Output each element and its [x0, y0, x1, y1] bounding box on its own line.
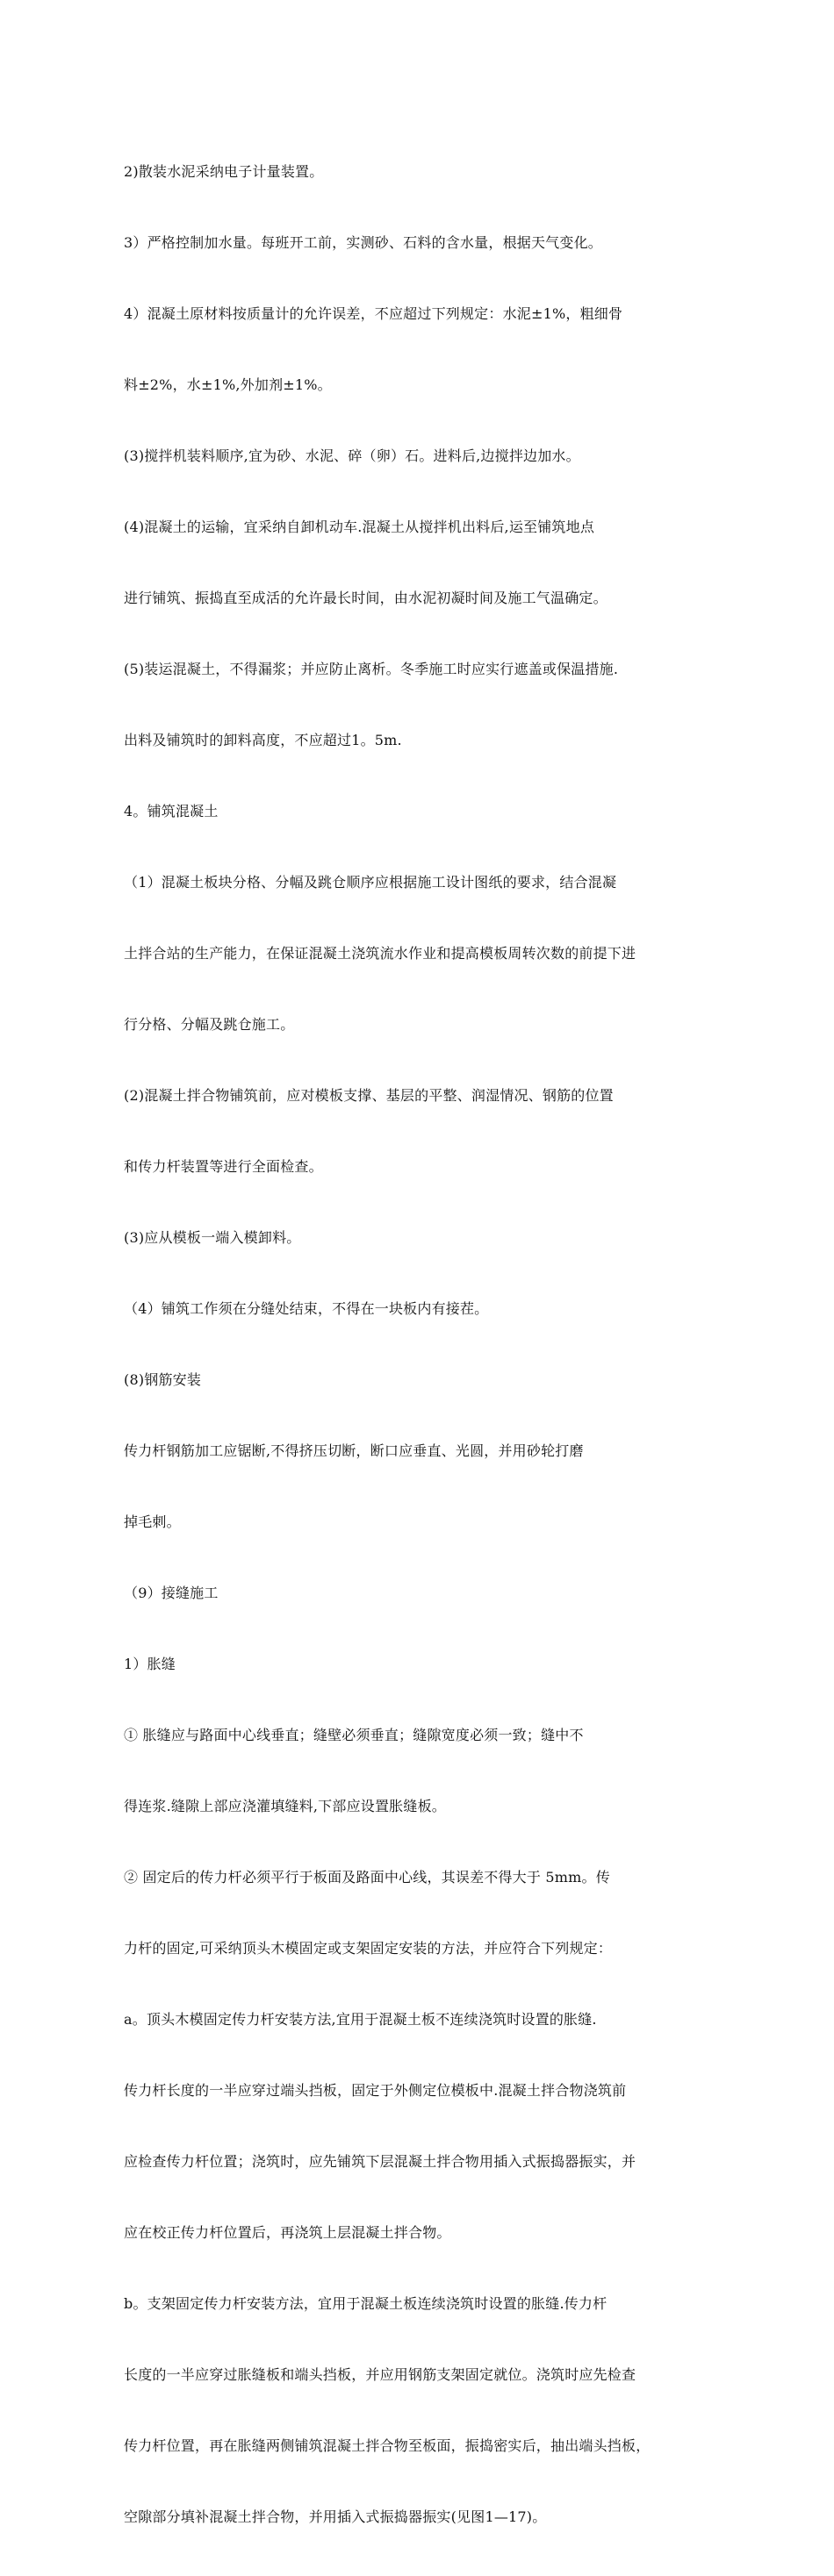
text-line: 进行铺筑、振捣直至成活的允许最长时间，由水泥初凝时间及施工气温确定。 — [124, 590, 608, 606]
text-line: （4）铺筑工作须在分缝处结束，不得在一块板内有接茬。 — [124, 1300, 489, 1317]
text-line: 4）混凝土原材料按质量计的允许误差，不应超过下列规定：水泥±1%，粗细骨 — [124, 305, 623, 322]
text-line: (4)混凝土的运输，宜采纳自卸机动车.混凝土从搅拌机出料后,运至铺筑地点 — [124, 519, 595, 535]
text-line: 应检查传力杆位置；浇筑时，应先铺筑下层混凝土拌合物用插入式振捣器振实，并 — [124, 2153, 636, 2170]
subsection-heading: (8)钢筋安装 — [124, 1371, 202, 1388]
text-line: 空隙部分填补混凝土拌合物，并用插入式振捣器振实(见图1—17)。 — [124, 2508, 547, 2525]
text-line: (2)混凝土拌合物铺筑前，应对模板支撑、基层的平整、润湿情况、钢筋的位置 — [124, 1087, 614, 1104]
text-line: 掉毛刺。 — [124, 1513, 181, 1530]
text-line: 力杆的固定,可采纳顶头木模固定或支架固定安装的方法，并应符合下列规定： — [124, 1940, 613, 1957]
text-line: (3)应从模板一端入模卸料。 — [124, 1229, 301, 1246]
text-line: (5)装运混凝土，不得漏浆；并应防止离析。冬季施工时应实行遮盖或保温措施. — [124, 661, 619, 677]
text-line: 2)散装水泥采纳电子计量装置。 — [124, 163, 324, 180]
text-line: ② 固定后的传力杆必须平行于板面及路面中心线，其误差不得大于 5mm。传 — [124, 1869, 610, 1885]
text-line: a。顶头木模固定传力杆安装方法,宜用于混凝土板不连续浇筑时设置的胀缝. — [124, 2011, 597, 2028]
text-line: 土拌合站的生产能力，在保证混凝土浇筑流水作业和提高模板周转次数的前提下进 — [124, 945, 636, 962]
subsection-heading: （9）接缝施工 — [124, 1585, 219, 1601]
text-line: 料±2%，水±1%,外加剂±1%。 — [124, 376, 332, 393]
text-line: （1）混凝土板块分格、分幅及跳仓顺序应根据施工设计图纸的要求，结合混凝 — [124, 874, 617, 891]
text-line: 得连浆.缝隙上部应浇灌填缝料,下部应设置胀缝板。 — [124, 1798, 446, 1814]
subsection-heading: 1）胀缝 — [124, 1656, 176, 1672]
section-heading: 4。铺筑混凝土 — [124, 803, 219, 819]
text-line: 传力杆钢筋加工应锯断,不得挤压切断，断口应垂直、光圆，并用砂轮打磨 — [124, 1442, 584, 1459]
text-line: 3）严格控制加水量。每班开工前，实测砂、石料的含水量，根据天气变化。 — [124, 234, 602, 251]
text-line: 出料及铺筑时的卸料高度，不应超过1。5m. — [124, 732, 402, 748]
text-line: ① 胀缝应与路面中心线垂直；缝壁必须垂直；缝隙宽度必须一致；缝中不 — [124, 1727, 584, 1743]
text-line: 长度的一半应穿过胀缝板和端头挡板，并应用钢筋支架固定就位。浇筑时应先检查 — [124, 2366, 636, 2383]
text-line: 传力杆位置，再在胀缝两侧铺筑混凝土拌合物至板面，振捣密实后，抽出端头挡板， — [124, 2437, 651, 2454]
text-line: b。支架固定传力杆安装方法，宜用于混凝土板连续浇筑时设置的胀缝.传力杆 — [124, 2295, 608, 2312]
text-line: (3)搅拌机装料顺序,宜为砂、水泥、碎（卵）石。进料后,边搅拌边加水。 — [124, 447, 580, 464]
text-line: 传力杆长度的一半应穿过端头挡板，固定于外侧定位模板中.混凝土拌合物浇筑前 — [124, 2082, 627, 2099]
text-line: 行分格、分幅及跳仓施工。 — [124, 1016, 295, 1033]
text-line: 和传力杆装置等进行全面检查。 — [124, 1158, 323, 1175]
document-body — [124, 112, 712, 2576]
text-line: 应在校正传力杆位置后，再浇筑上层混凝土拌合物。 — [124, 2224, 451, 2241]
